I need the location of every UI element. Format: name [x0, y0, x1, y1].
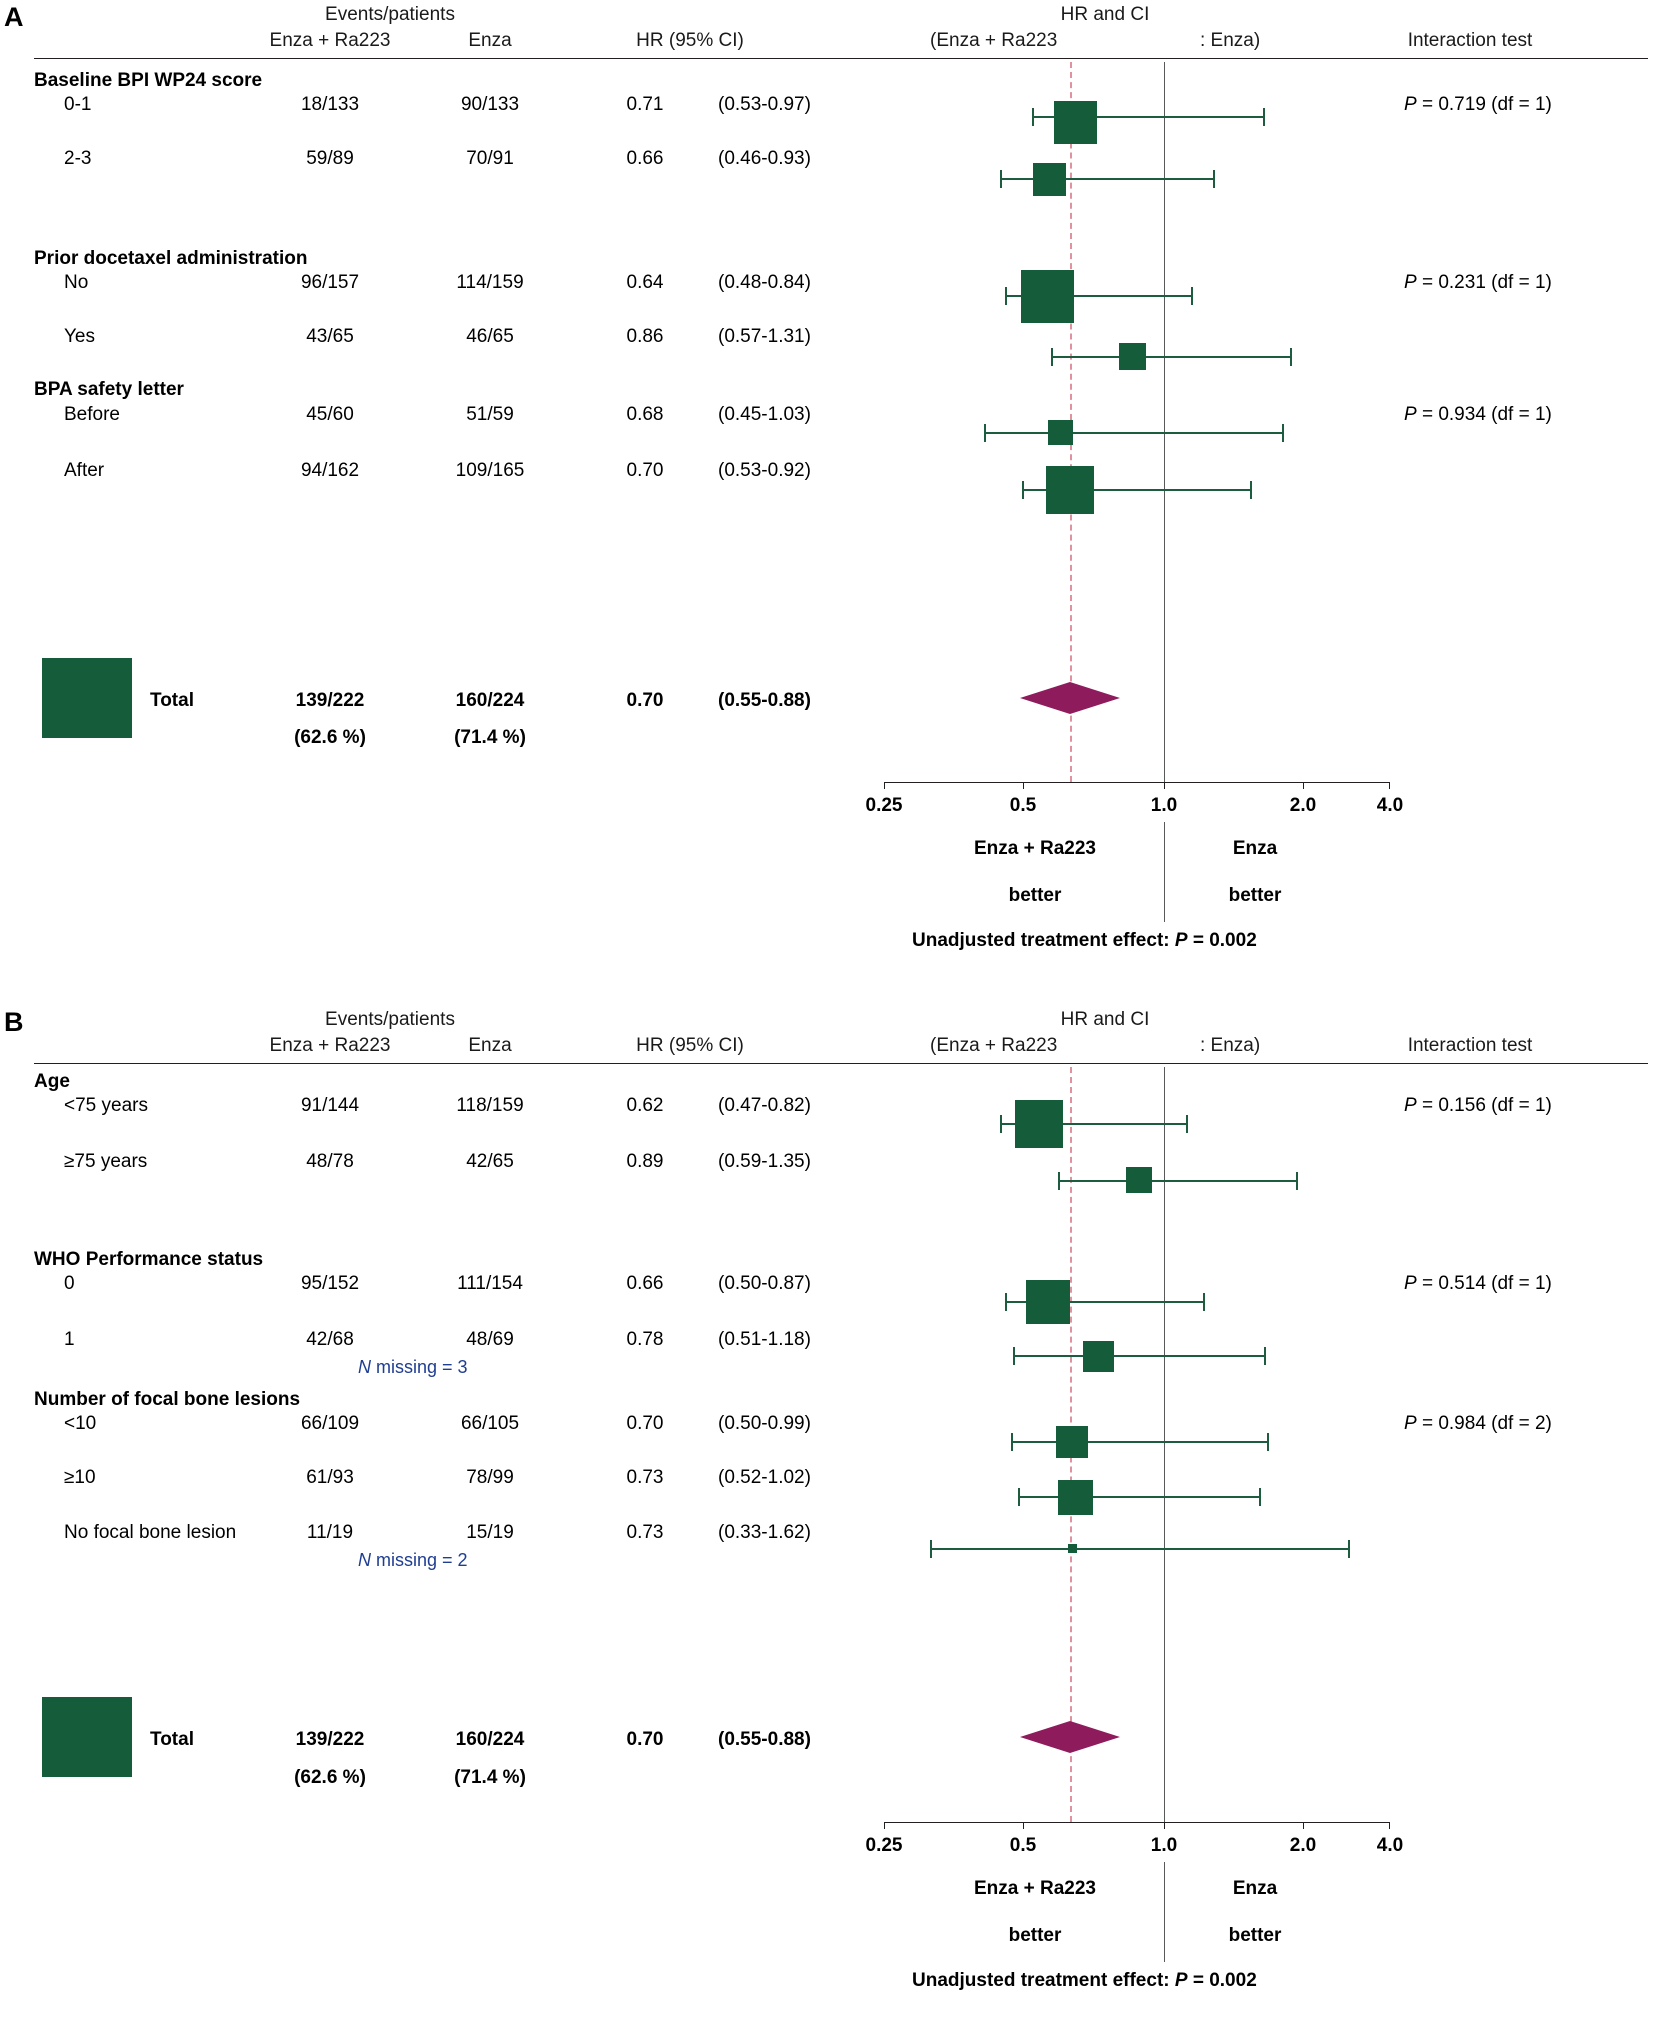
axis-footer [912, 930, 1257, 952]
axis-left-caption: Enza + Ra223 [974, 838, 1096, 859]
group-label: WHO Performance status [34, 1249, 264, 1270]
row-hr: 0.66 [626, 1273, 664, 1294]
p-italic: P [1404, 1413, 1417, 1434]
row-label: No [64, 272, 89, 293]
axis-center-divider [1164, 1862, 1165, 1962]
p-italic: P [1404, 1273, 1417, 1294]
ci-line [1013, 1355, 1266, 1357]
group-label: BPA safety letter [34, 379, 184, 400]
p-italic: P [1404, 94, 1417, 115]
panel-b [0, 1005, 1680, 2038]
row-hr: 0.66 [626, 148, 664, 169]
ci-cap-high [1191, 287, 1193, 305]
x-tick-label: 1.0 [1150, 1835, 1178, 1856]
row-arm1: 18/133 [300, 94, 360, 115]
ci-cap-low [930, 1540, 932, 1558]
p-text: = 0.156 (df = 1) [1416, 1095, 1552, 1116]
total-hr: 0.70 [626, 690, 664, 711]
row-ci: (0.45-1.03) [718, 404, 811, 425]
row-arm1: 48/78 [306, 1151, 354, 1172]
x-tick-label: 0.5 [1009, 1835, 1037, 1856]
axis-footer-value: = 0.002 [1187, 930, 1257, 951]
total-ci: (0.55-0.88) [718, 690, 811, 711]
axis-footer [912, 1970, 1257, 1992]
ci-cap-low [1022, 481, 1024, 499]
x-tick [884, 1822, 885, 1829]
x-tick-label: 4.0 [1376, 1835, 1404, 1856]
row-arm2: 66/105 [460, 1413, 520, 1434]
total-label: Total [150, 1729, 194, 1750]
x-tick-label: 1.0 [1150, 795, 1178, 816]
row-label: <75 years [64, 1095, 148, 1116]
ci-cap-low [1051, 348, 1053, 366]
x-axis [884, 1822, 1390, 1823]
x-tick [1023, 782, 1024, 789]
missing-italic: N [358, 1357, 371, 1377]
axis-right-caption: Enza [1232, 838, 1278, 859]
axis-left-caption-2: better [1008, 1925, 1062, 1946]
ci-cap-high [1290, 348, 1292, 366]
row-label: Yes [64, 326, 95, 347]
row-hr: 0.73 [626, 1522, 664, 1543]
header-events-patients: Events/patients [325, 1009, 455, 1030]
row-hr: 0.70 [626, 1413, 664, 1434]
ci-cap-low [1005, 287, 1007, 305]
total-arm1-pct: (62.6 %) [294, 727, 366, 748]
row-arm2: 70/91 [466, 148, 514, 169]
effect-box [1068, 1544, 1077, 1553]
interaction-test-value [1404, 272, 1552, 294]
total-legend-box [42, 1697, 132, 1777]
interaction-test-value [1404, 404, 1552, 426]
panel-letter-a: A [4, 2, 24, 32]
row-hr: 0.78 [626, 1329, 664, 1350]
panel-a [0, 0, 1680, 1000]
row-arm2: 42/65 [466, 1151, 514, 1172]
effect-box [1058, 1480, 1093, 1515]
header-interaction-test: Interaction test [1407, 30, 1533, 51]
row-ci: (0.51-1.18) [718, 1329, 811, 1350]
axis-footer-prefix: Unadjusted treatment effect: [912, 930, 1175, 951]
ci-cap-high [1213, 170, 1215, 188]
total-arm2-pct: (71.4 %) [454, 1767, 526, 1788]
effect-box [1083, 1341, 1114, 1372]
row-hr: 0.71 [626, 94, 664, 115]
interaction-test-value [1404, 1413, 1552, 1435]
row-arm1: 61/93 [306, 1467, 354, 1488]
effect-box [1054, 101, 1097, 144]
row-ci: (0.50-0.99) [718, 1413, 811, 1434]
ci-cap-low [1000, 170, 1002, 188]
row-arm1: 91/144 [300, 1095, 360, 1116]
ci-cap-high [1264, 1347, 1266, 1365]
effect-box [1046, 466, 1094, 514]
row-arm1: 94/162 [300, 460, 360, 481]
row-label: <10 [64, 1413, 97, 1434]
row-arm2: 48/69 [466, 1329, 514, 1350]
row-arm2: 15/19 [466, 1522, 514, 1543]
effect-box [1048, 420, 1073, 445]
p-text: = 0.984 (df = 2) [1416, 1413, 1552, 1434]
group-label: Age [34, 1071, 70, 1092]
ci-cap-low [1000, 1115, 1002, 1133]
interaction-test-value [1404, 1273, 1552, 1295]
row-arm1: 59/89 [306, 148, 354, 169]
x-tick [1303, 782, 1304, 789]
row-arm2: 78/99 [466, 1467, 514, 1488]
row-ci: (0.52-1.02) [718, 1467, 811, 1488]
row-ci: (0.53-0.92) [718, 460, 811, 481]
reference-line-null [1164, 62, 1165, 782]
ci-cap-low [1011, 1433, 1013, 1451]
row-arm2: 118/159 [456, 1095, 524, 1116]
row-arm2: 90/133 [460, 94, 520, 115]
x-tick [1023, 1822, 1024, 1829]
row-hr: 0.73 [626, 1467, 664, 1488]
ci-cap-high [1296, 1172, 1298, 1190]
total-legend-box [42, 658, 132, 738]
x-tick [1164, 1822, 1165, 1829]
total-arm1-pct: (62.6 %) [294, 1767, 366, 1788]
axis-footer-prefix: Unadjusted treatment effect: [912, 1970, 1175, 1991]
row-arm1: 95/152 [300, 1273, 360, 1294]
ci-line [1018, 1496, 1261, 1498]
header-hr-and-ci-sub-left: (Enza + Ra223 [930, 1035, 1058, 1056]
total-diamond [1020, 678, 1120, 718]
row-label: After [64, 460, 105, 481]
ci-line [984, 432, 1284, 434]
row-arm2: 109/165 [455, 460, 525, 481]
missing-text: missing = 3 [371, 1357, 468, 1377]
header-arm2: Enza [468, 30, 512, 51]
row-arm2: 114/159 [456, 272, 524, 293]
header-rule [34, 58, 1648, 59]
p-text: = 0.514 (df = 1) [1416, 1273, 1552, 1294]
header-hr-and-ci: HR and CI [1060, 1009, 1150, 1030]
header-interaction-test: Interaction test [1407, 1035, 1533, 1056]
header-hr-and-ci-sub-right: : Enza) [1200, 30, 1261, 51]
axis-right-caption: Enza [1232, 1878, 1278, 1899]
missing-italic: N [358, 1550, 371, 1570]
total-arm2-pct: (71.4 %) [454, 727, 526, 748]
ci-cap-high [1250, 481, 1252, 499]
panel-letter-b: B [4, 1007, 24, 1037]
interaction-test-value [1404, 1095, 1552, 1117]
axis-footer-value: = 0.002 [1187, 1970, 1257, 1991]
p-text: = 0.231 (df = 1) [1416, 272, 1552, 293]
ci-cap-low [1032, 108, 1034, 126]
p-text: = 0.719 (df = 1) [1416, 94, 1552, 115]
effect-box [1056, 1426, 1088, 1458]
ci-cap-low [1013, 1347, 1015, 1365]
row-ci: (0.46-0.93) [718, 148, 811, 169]
group-label: Prior docetaxel administration [34, 248, 308, 269]
axis-left-caption-2: better [1008, 885, 1062, 906]
header-hr-and-ci-sub-right: : Enza) [1200, 1035, 1261, 1056]
missing-note [358, 1550, 468, 1571]
x-tick-label: 0.5 [1009, 795, 1037, 816]
x-tick-label: 4.0 [1376, 795, 1404, 816]
axis-left-caption: Enza + Ra223 [974, 1878, 1096, 1899]
ci-cap-high [1282, 424, 1284, 442]
row-arm2: 51/59 [466, 404, 514, 425]
row-ci: (0.53-0.97) [718, 94, 811, 115]
x-tick-label: 0.25 [865, 795, 903, 816]
effect-box [1033, 163, 1066, 196]
total-arm1: 139/222 [295, 1729, 365, 1750]
ci-cap-low [1018, 1488, 1020, 1506]
missing-note [358, 1357, 468, 1378]
row-ci: (0.59-1.35) [718, 1151, 811, 1172]
ci-line [1051, 356, 1292, 358]
ci-cap-high [1186, 1115, 1188, 1133]
group-label: Number of focal bone lesions [34, 1389, 301, 1410]
row-arm2: 46/65 [466, 326, 514, 347]
effect-box [1126, 1167, 1152, 1193]
row-label: ≥10 [64, 1467, 96, 1488]
axis-right-caption-2: better [1228, 1925, 1282, 1946]
effect-box [1026, 1280, 1070, 1324]
p-text: = 0.934 (df = 1) [1416, 404, 1552, 425]
ci-line [1058, 1180, 1298, 1182]
ci-cap-high [1267, 1433, 1269, 1451]
row-arm1: 43/65 [306, 326, 354, 347]
row-arm1: 42/68 [306, 1329, 354, 1350]
x-tick-label: 2.0 [1289, 795, 1317, 816]
header-hr-ci: HR (95% CI) [636, 1035, 744, 1056]
row-hr: 0.89 [626, 1151, 664, 1172]
total-arm2: 160/224 [455, 1729, 525, 1750]
axis-right-caption-2: better [1228, 885, 1282, 906]
header-hr-and-ci: HR and CI [1060, 4, 1150, 25]
interaction-test-value [1404, 94, 1552, 116]
header-arm1: Enza + Ra223 [269, 30, 391, 51]
ci-line [1011, 1441, 1269, 1443]
row-label: ≥75 years [64, 1151, 148, 1172]
row-arm1: 66/109 [300, 1413, 360, 1434]
missing-text: missing = 2 [371, 1550, 468, 1570]
x-tick [884, 782, 885, 789]
row-ci: (0.48-0.84) [718, 272, 811, 293]
x-tick [1389, 1822, 1390, 1829]
row-hr: 0.64 [626, 272, 664, 293]
row-hr: 0.62 [626, 1095, 664, 1116]
row-label: Before [64, 404, 120, 425]
p-italic: P [1404, 404, 1417, 425]
x-tick [1164, 782, 1165, 789]
effect-box [1119, 343, 1146, 370]
total-arm2: 160/224 [455, 690, 525, 711]
x-tick [1389, 782, 1390, 789]
ci-cap-low [1058, 1172, 1060, 1190]
effect-box [1021, 270, 1074, 323]
header-rule [34, 1063, 1648, 1064]
axis-footer-p: P [1174, 1970, 1188, 1991]
total-hr: 0.70 [626, 1729, 664, 1750]
row-label: 0-1 [64, 94, 92, 115]
row-arm1: 45/60 [306, 404, 354, 425]
row-ci: (0.50-0.87) [718, 1273, 811, 1294]
row-hr: 0.68 [626, 404, 664, 425]
ci-cap-high [1259, 1488, 1261, 1506]
ci-cap-low [1005, 1293, 1007, 1311]
group-label: Baseline BPI WP24 score [34, 70, 263, 91]
x-tick-label: 2.0 [1289, 1835, 1317, 1856]
header-arm1: Enza + Ra223 [269, 1035, 391, 1056]
ci-cap-low [984, 424, 986, 442]
row-ci: (0.33-1.62) [718, 1522, 811, 1543]
row-arm2: 111/154 [457, 1273, 523, 1294]
p-italic: P [1404, 1095, 1417, 1116]
x-tick-label: 0.25 [865, 1835, 903, 1856]
x-axis [884, 782, 1390, 783]
x-tick [1303, 1822, 1304, 1829]
row-label: 1 [64, 1329, 75, 1350]
row-arm1: 11/19 [306, 1522, 354, 1543]
header-arm2: Enza [468, 1035, 512, 1056]
header-events-patients: Events/patients [325, 4, 455, 25]
ci-cap-high [1203, 1293, 1205, 1311]
effect-box [1015, 1100, 1063, 1148]
row-label: 0 [64, 1273, 75, 1294]
row-hr: 0.86 [626, 326, 664, 347]
total-arm1: 139/222 [295, 690, 365, 711]
row-ci: (0.57-1.31) [718, 326, 811, 347]
row-label: 2-3 [64, 148, 92, 169]
p-italic: P [1404, 272, 1417, 293]
total-ci: (0.55-0.88) [718, 1729, 811, 1750]
total-diamond [1020, 1717, 1120, 1757]
axis-footer-p: P [1174, 930, 1188, 951]
row-hr: 0.70 [626, 460, 664, 481]
row-ci: (0.47-0.82) [718, 1095, 811, 1116]
ci-cap-high [1348, 1540, 1350, 1558]
total-label: Total [150, 690, 194, 711]
row-label: No focal bone lesion [64, 1522, 237, 1543]
ci-line [930, 1548, 1350, 1550]
header-hr-and-ci-sub-left: (Enza + Ra223 [930, 30, 1058, 51]
row-arm1: 96/157 [300, 272, 360, 293]
axis-center-divider [1164, 822, 1165, 922]
header-hr-ci: HR (95% CI) [636, 30, 744, 51]
ci-cap-high [1263, 108, 1265, 126]
